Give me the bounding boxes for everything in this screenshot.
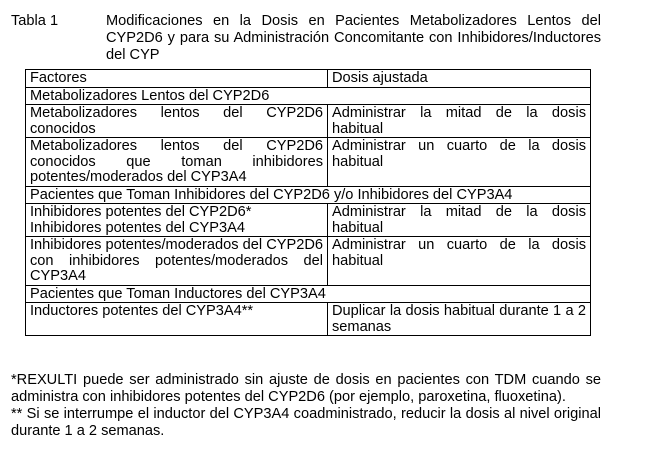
table-title: Modificaciones en la Dosis en Pacientes Metabolizadores Lentos del CYP2D6 y para su Administración Concomitante con Inhibidores/Inductores del CYP <box>106 13 601 63</box>
dose-adjustment-table <box>25 69 591 336</box>
table-row <box>26 138 591 187</box>
section-row <box>26 285 591 303</box>
footnote-single-asterisk: *REXULTI puede ser administrado sin ajuste de dosis en pacientes con TDM cuando se administra con inhibidores potentes del CYP2D6 (por ejemplo, paroxetina, fluoxetina). <box>11 372 601 405</box>
table-row <box>26 105 591 138</box>
table-row <box>26 204 591 237</box>
factor-cell <box>26 204 328 237</box>
factor-cell: Inductores potentes del CYP3A4** <box>26 303 328 336</box>
header-row <box>26 70 591 88</box>
dose-cell: Duplicar la dosis habitual durante 1 a 2 semanas <box>328 303 591 336</box>
section-title: Pacientes que Toman Inductores del CYP3A4 <box>26 285 591 303</box>
dose-cell: Administrar la mitad de la dosis habitual <box>328 105 591 138</box>
factor-line: Inhibidores potentes del CYP2D6* <box>30 204 252 220</box>
footnotes <box>11 372 601 440</box>
dose-cell: Administrar un cuarto de la dosis habitual <box>328 138 591 187</box>
section-row <box>26 87 591 105</box>
factor-cell: Inhibidores potentes/moderados del CYP2D6 con inhibidores potentes/moderados del CYP3A4 <box>26 237 328 286</box>
dose-cell: Administrar un cuarto de la dosis habitual <box>328 237 591 286</box>
section-title: Metabolizadores Lentos del CYP2D6 <box>26 87 591 105</box>
section-title: Pacientes que Toman Inhibidores del CYP2D6 y/o Inhibidores del CYP3A4 <box>26 186 591 204</box>
factor-line: Inhibidores potentes del CYP3A4 <box>30 219 245 236</box>
factor-cell: Metabolizadores lentos del CYP2D6 conocidos <box>26 105 328 138</box>
footnote-double-asterisk: ** Si se interrumpe el inductor del CYP3A4 coadministrado, reducir la dosis al nivel original durante 1 a 2 semanas. <box>11 406 601 439</box>
table-row <box>26 303 591 336</box>
header-dosis-ajustada: Dosis ajustada <box>328 70 591 88</box>
header-factores: Factores <box>26 70 328 88</box>
dose-cell: Administrar la mitad de la dosis habitual <box>328 204 591 237</box>
table-label: Tabla 1 <box>11 13 59 29</box>
table-row <box>26 237 591 286</box>
factor-cell: Metabolizadores lentos del CYP2D6 conocidos que toman inhibidores potentes/moderados del CYP3A4 <box>26 138 328 187</box>
section-row <box>26 186 591 204</box>
